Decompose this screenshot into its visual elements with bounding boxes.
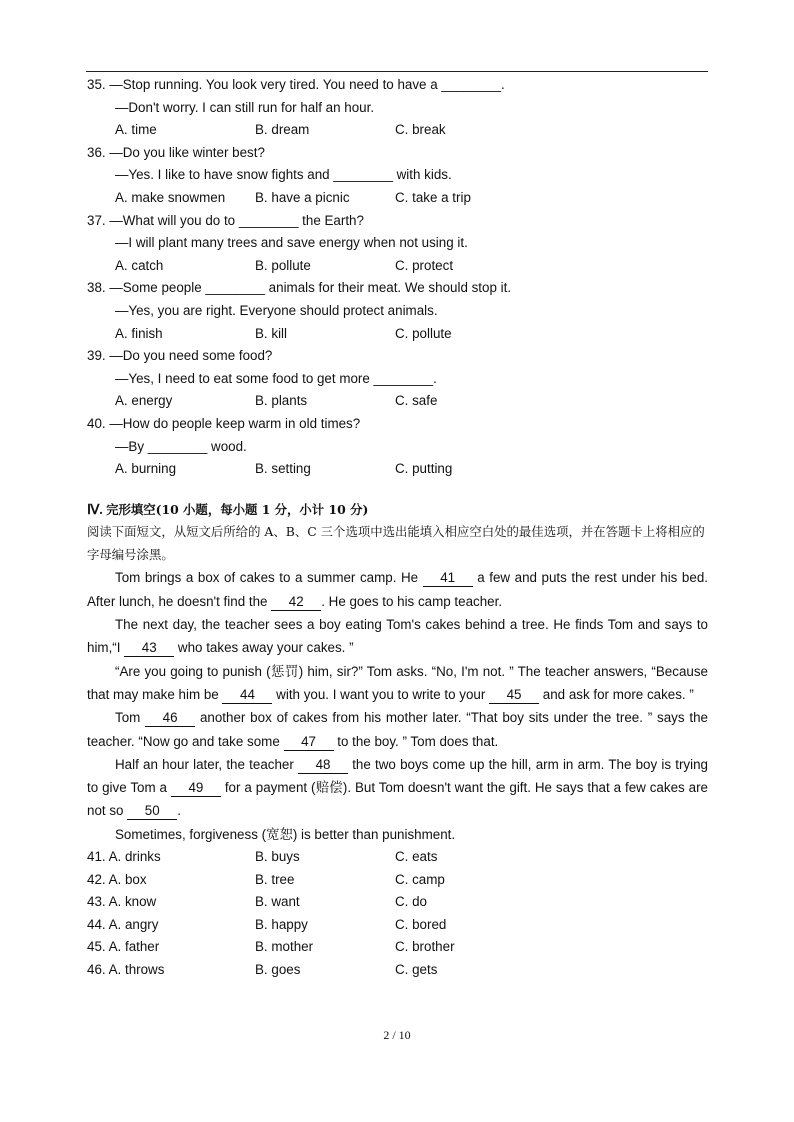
question-reply: —Yes, I need to eat some food to get more ________. xyxy=(115,370,437,386)
blank-47[interactable]: 47 xyxy=(284,734,334,751)
blank-44[interactable]: 44 xyxy=(222,687,272,704)
blank-48[interactable]: 48 xyxy=(298,757,348,774)
question-stem: —Stop running. You look very tired. You need to have a ________. xyxy=(109,77,505,92)
option-c[interactable]: C. protect xyxy=(395,257,454,273)
option-c[interactable]: C. gets xyxy=(395,962,438,977)
blank-42[interactable]: 42 xyxy=(271,594,321,611)
question-36: 36. —Do you like winter best? xyxy=(87,144,265,160)
question-reply: —Yes, you are right. Everyone should protect animals. xyxy=(115,302,438,318)
question-35: 35. —Stop running. You look very tired. You need to have a ________. xyxy=(87,77,505,92)
options-row-41 xyxy=(87,846,708,869)
option-a[interactable]: 45. A. father xyxy=(87,939,160,955)
question-40: 40. —How do people keep warm in old times? xyxy=(87,415,361,431)
question-stem: —Do you need some food? xyxy=(109,348,273,364)
blank-50[interactable]: 50 xyxy=(127,803,177,820)
option-b[interactable]: B. dream xyxy=(255,122,310,138)
option-a[interactable]: 46. A. throws xyxy=(87,962,165,977)
option-b[interactable]: B. want xyxy=(255,894,300,910)
blank-43[interactable]: 43 xyxy=(124,640,174,657)
option-a[interactable]: A. make snowmen xyxy=(115,189,226,205)
blank-46[interactable]: 46 xyxy=(145,710,195,727)
options-row xyxy=(87,119,708,142)
option-b[interactable]: B. happy xyxy=(255,916,308,932)
question-37: 37. —What will you do to ________ the Earth? xyxy=(87,212,364,228)
question-stem: —Do you like winter best? xyxy=(109,144,265,160)
blank-45[interactable]: 45 xyxy=(489,687,539,704)
options-row-45 xyxy=(87,936,708,959)
option-c[interactable]: C. bored xyxy=(395,916,447,932)
option-b[interactable]: B. mother xyxy=(255,939,314,955)
option-c[interactable]: C. brother xyxy=(395,939,455,955)
question-reply: —Yes. I like to have snow fights and ________ with kids. xyxy=(115,167,452,183)
option-b[interactable]: B. buys xyxy=(255,849,300,865)
option-c[interactable]: C. camp xyxy=(395,871,445,887)
exam-page xyxy=(87,74,708,982)
options-row-43 xyxy=(87,891,708,914)
question-stem: —What will you do to ________ the Earth? xyxy=(109,212,364,228)
options-row xyxy=(87,323,708,346)
options-row xyxy=(87,458,708,481)
passage-paragraph: Tom 46 another box of cakes from his mother later. “That boy sits under the tree. ” says the teacher. “Now go and take some 47 to the boy. ” Tom does that. xyxy=(87,710,708,749)
option-b[interactable]: B. pollute xyxy=(255,257,311,273)
section-gap xyxy=(87,481,708,499)
option-b[interactable]: B. goes xyxy=(255,962,301,977)
passage-paragraph: Half an hour later, the teacher 48 the two boys come up the hill, arm in arm. The boy is trying to give Tom a 49 for a payment (赔偿). But Tom doesn't want the gift. He says that a few cakes are not so 50 . xyxy=(87,756,708,819)
option-a[interactable]: A. catch xyxy=(115,257,164,273)
option-a[interactable]: 41. A. drinks xyxy=(87,849,161,865)
option-c[interactable]: C. do xyxy=(395,894,428,910)
option-a[interactable]: 44. A. angry xyxy=(87,916,159,932)
question-38: 38. —Some people ________ animals for their meat. We should stop it. xyxy=(87,280,512,296)
passage-paragraph: Sometimes, forgiveness (宽恕) is better than punishment. xyxy=(115,826,456,842)
option-a[interactable]: A. burning xyxy=(115,461,177,477)
options-row xyxy=(87,255,708,278)
blank-41[interactable]: 41 xyxy=(423,570,473,587)
option-c[interactable]: C. eats xyxy=(395,849,438,865)
option-b[interactable]: B. kill xyxy=(255,325,287,341)
option-c[interactable]: C. safe xyxy=(395,393,438,409)
passage-paragraph: “Are you going to punish (惩罚) him, sir?” Tom asks. “No, I'm not. ” The teacher answers, “Because that may make him be 44 with you. I want you to write to your 45 and ask for more cakes. ” xyxy=(87,663,708,702)
question-39: 39. —Do you need some food? xyxy=(87,348,273,364)
option-b[interactable]: B. have a picnic xyxy=(255,189,350,205)
options-row-46 xyxy=(87,959,708,982)
option-c[interactable]: C. putting xyxy=(395,461,453,477)
question-reply: —Don't worry. I can still run for half an hour. xyxy=(115,99,375,115)
passage-paragraph: The next day, the teacher sees a boy eating Tom's cakes behind a tree. He finds Tom and says to him,“I 43 who takes away your cakes. ” xyxy=(87,617,708,656)
question-stem: —How do people keep warm in old times? xyxy=(109,415,361,431)
option-b[interactable]: B. setting xyxy=(255,461,311,477)
options-row xyxy=(87,390,708,413)
options-row xyxy=(87,187,708,210)
header-rule xyxy=(86,71,708,72)
options-row-44 xyxy=(87,914,708,937)
question-stem: —Some people ________ animals for their meat. We should stop it. xyxy=(109,280,512,296)
option-a[interactable]: A. finish xyxy=(115,325,163,341)
section-instruction: 阅读下面短文，从短文后所给的 A、B、C 三个选项中选出能填入相应空白处的最佳选项，并在答题卡上将相应的字母编号涂黑。 xyxy=(87,524,705,562)
option-c[interactable]: C. pollute xyxy=(395,325,452,341)
option-a[interactable]: 42. A. box xyxy=(87,871,147,887)
option-a[interactable]: 43. A. know xyxy=(87,894,157,910)
section-heading: Ⅳ. 完形填空(10 小题，每小题 1 分，小计 10 分) xyxy=(87,501,369,517)
page-number: 2 / 10 xyxy=(383,1028,411,1042)
options-row-42 xyxy=(87,869,708,892)
question-reply: —By ________ wood. xyxy=(115,438,247,454)
question-reply: —I will plant many trees and save energy when not using it. xyxy=(115,235,468,251)
option-c[interactable]: C. break xyxy=(395,122,446,138)
option-a[interactable]: A. energy xyxy=(115,393,173,409)
option-b[interactable]: B. plants xyxy=(255,393,308,409)
option-b[interactable]: B. tree xyxy=(255,871,295,887)
passage-paragraph: Tom brings a box of cakes to a summer camp. He 41 a few and puts the rest under his bed. After lunch, he doesn't find the 42 . He goes to his camp teacher. xyxy=(87,570,708,609)
option-c[interactable]: C. take a trip xyxy=(395,189,471,205)
blank-49[interactable]: 49 xyxy=(171,780,221,797)
option-a[interactable]: A. time xyxy=(115,122,157,138)
